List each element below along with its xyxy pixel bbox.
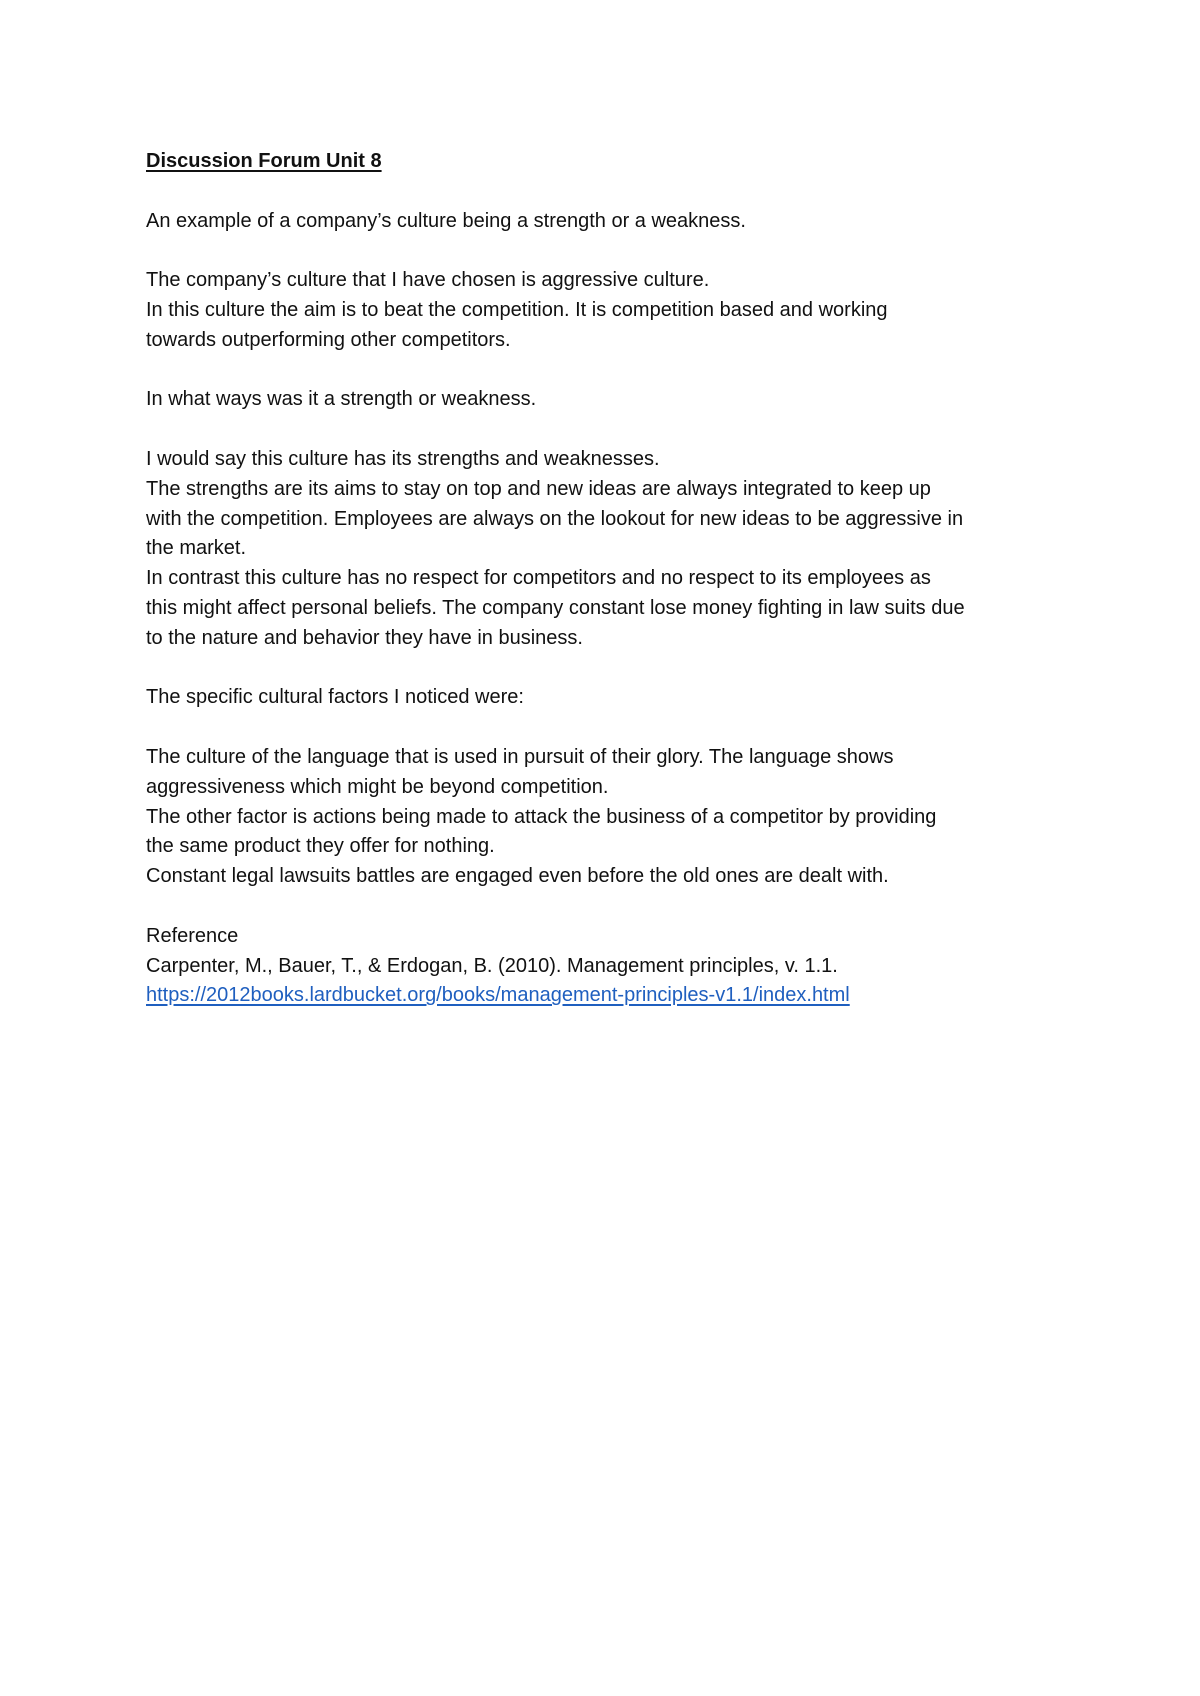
text-line: The specific cultural factors I noticed were: xyxy=(146,686,524,709)
paragraph-1 xyxy=(146,207,1076,237)
text-line: aggressiveness which might be beyond competition. xyxy=(146,775,609,798)
text-line: The other factor is actions being made to attack the business of a competitor by providing xyxy=(146,805,937,828)
text-line: to the nature and behavior they have in business. xyxy=(146,626,583,649)
text-line: The strengths are its aims to stay on top and new ideas are always integrated to keep up xyxy=(146,477,931,500)
text-line: the market. xyxy=(146,537,247,560)
reference-citation: Carpenter, M., Bauer, T., & Erdogan, B. (2010). Management principles, v. 1.1. xyxy=(146,954,838,977)
text-line: An example of a company’s culture being a strength or a weakness. xyxy=(146,209,746,232)
text-line: I would say this culture has its strengths and weaknesses. xyxy=(146,447,660,470)
text-line: The company’s culture that I have chosen is aggressive culture. xyxy=(146,269,710,292)
text-line: the same product they offer for nothing. xyxy=(146,835,495,858)
text-line: this might affect personal beliefs. The company constant lose money fighting in law suits due xyxy=(146,596,965,619)
reference-block xyxy=(146,922,1076,1011)
paragraph-5 xyxy=(146,683,1076,713)
document-body xyxy=(146,147,1076,1041)
document-title: Discussion Forum Unit 8 xyxy=(146,150,382,172)
document-title-block xyxy=(146,147,1076,177)
paragraph-3 xyxy=(146,385,1076,415)
text-line: In this culture the aim is to beat the competition. It is competition based and working xyxy=(146,298,888,321)
reference-link[interactable]: https://2012books.lardbucket.org/books/management-principles-v1.1/index.html xyxy=(146,984,850,1007)
text-line: Constant legal lawsuits battles are engaged even before the old ones are dealt with. xyxy=(146,865,889,888)
paragraph-2 xyxy=(146,266,1076,355)
paragraph-4 xyxy=(146,445,1076,654)
text-line: The culture of the language that is used in pursuit of their glory. The language shows xyxy=(146,745,894,768)
text-line: In what ways was it a strength or weakness. xyxy=(146,388,537,411)
text-line: towards outperforming other competitors. xyxy=(146,328,511,351)
text-line: with the competition. Employees are always on the lookout for new ideas to be aggressive in xyxy=(146,507,964,530)
reference-heading: Reference xyxy=(146,924,239,947)
paragraph-6 xyxy=(146,743,1076,892)
text-line: In contrast this culture has no respect for competitors and no respect to its employees as xyxy=(146,567,931,590)
